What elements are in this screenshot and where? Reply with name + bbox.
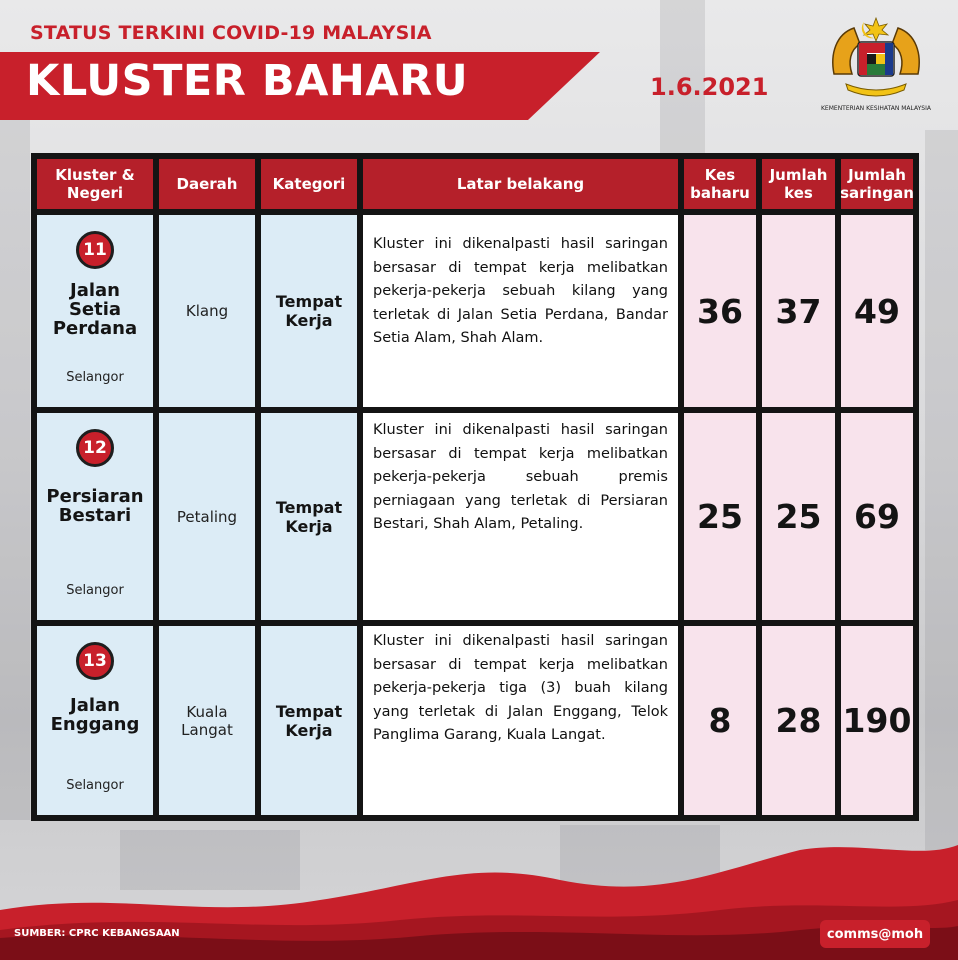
- total-cases-cell: 37: [762, 215, 835, 407]
- district-cell: Klang: [159, 215, 255, 407]
- report-date: 1.6.2021: [650, 73, 769, 101]
- district-cell: Petaling: [159, 413, 255, 620]
- background-cell: Kluster ini dikenalpasti hasil saringan bersasar di tempat kerja melibatkan pekerja-pekerja tiga (3) buah kilang yang terletak di Jalan Enggang, Telok Panglima Garang, Kuala Langat.: [363, 626, 678, 815]
- cluster-number-badge: 13: [76, 642, 114, 680]
- new-cases-cell: 25: [684, 413, 756, 620]
- new-cases-cell: 8: [684, 626, 756, 815]
- total-cases-cell: 28: [762, 626, 835, 815]
- cluster-cell: [37, 215, 153, 407]
- cluster-name: Persiaran Bestari: [46, 486, 144, 526]
- background-cell: Kluster ini dikenalpasti hasil saringan bersasar di tempat kerja melibatkan pekerja-pekerja sebuah premis perniagaan yang terletak di Persiaran Bestari, Shah Alam, Petaling.: [363, 413, 678, 620]
- source-credit: SUMBER: CPRC KEBANGSAAN: [14, 928, 180, 939]
- category-cell: Tempat Kerja: [261, 626, 357, 815]
- ministry-name: KEMENTERIAN KESIHATAN MALAYSIA: [821, 105, 931, 112]
- district-cell: Kuala Langat: [159, 626, 255, 815]
- cluster-name: Jalan Setia Perdana: [52, 280, 138, 339]
- header-total-screening: Jumlah saringan: [841, 159, 913, 209]
- cluster-cell: [37, 626, 153, 815]
- header-district: Daerah: [159, 159, 255, 209]
- cluster-state: Selangor: [66, 583, 124, 598]
- page-subtitle: STATUS TERKINI COVID-19 MALAYSIA: [30, 22, 432, 44]
- total-screening-cell: 190: [841, 626, 913, 815]
- new-cases-cell: 36: [684, 215, 756, 407]
- cluster-table: [31, 153, 919, 821]
- page-title: KLUSTER BAHARU: [26, 56, 469, 106]
- category-cell: Tempat Kerja: [261, 413, 357, 620]
- background-building: [925, 130, 958, 850]
- header-category: Kategori: [261, 159, 357, 209]
- header-background: Latar belakang: [363, 159, 678, 209]
- background-building: [0, 120, 30, 820]
- total-cases-cell: 25: [762, 413, 835, 620]
- cluster-name: Jalan Enggang: [50, 695, 140, 735]
- brand-badge: comms@moh: [820, 920, 930, 948]
- header-new-cases: Kes baharu: [684, 159, 756, 209]
- cluster-number-badge: 12: [76, 429, 114, 467]
- cluster-number-badge: 11: [76, 231, 114, 269]
- total-screening-cell: 69: [841, 413, 913, 620]
- coat-of-arms-icon: [826, 14, 926, 102]
- cluster-cell: [37, 413, 153, 620]
- header-cluster: Kluster & Negeri: [37, 159, 153, 209]
- header-total-cases: Jumlah kes: [762, 159, 835, 209]
- total-screening-cell: 49: [841, 215, 913, 407]
- footer-wave: [0, 840, 958, 960]
- category-cell: Tempat Kerja: [261, 215, 357, 407]
- cluster-state: Selangor: [66, 370, 124, 385]
- cluster-state: Selangor: [66, 778, 124, 793]
- background-cell: Kluster ini dikenalpasti hasil saringan bersasar di tempat kerja melibatkan pekerja-pekerja sebuah kilang yang terletak di Jalan Setia Perdana, Bandar Setia Alam, Shah Alam.: [363, 215, 678, 407]
